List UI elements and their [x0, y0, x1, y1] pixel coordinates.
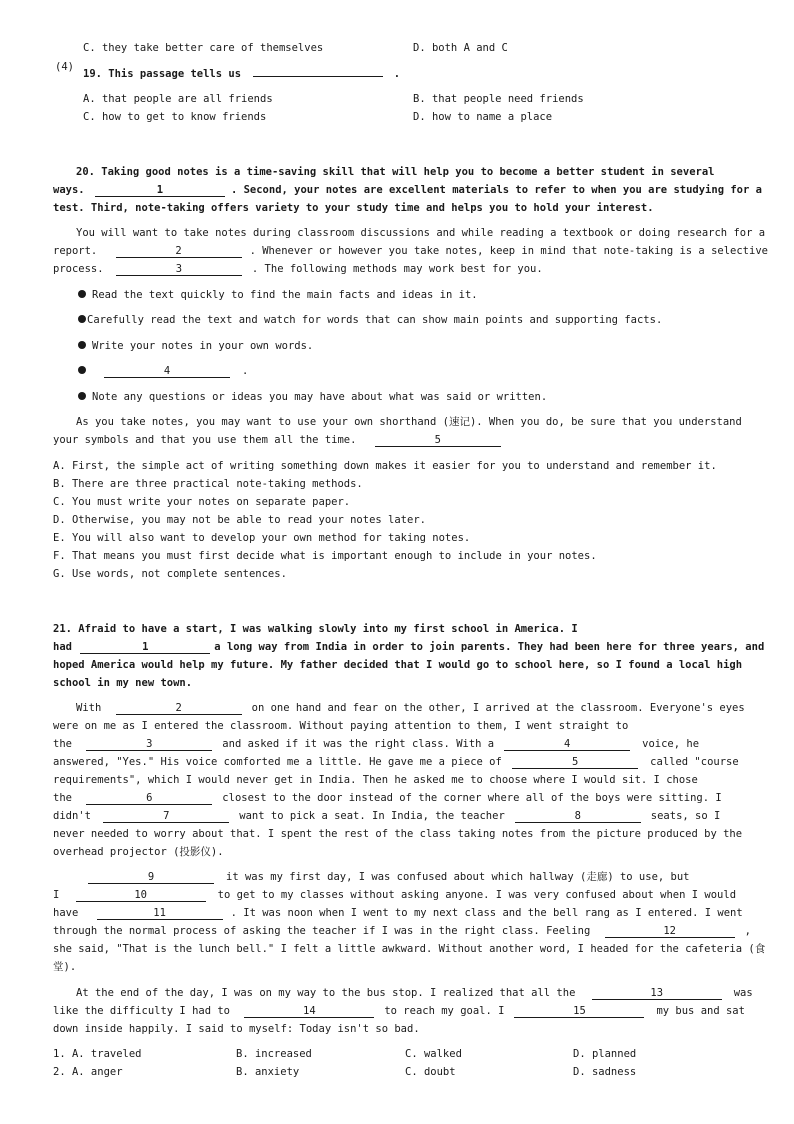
q21-p2-line-1: [76, 701, 745, 715]
q20-following: . The following methods may work best for you.: [251, 263, 543, 275]
q19-stem-text: 19. This passage tells us: [83, 68, 242, 80]
q20-whenever: . Whenever or however you take notes, keep in mind that note-taking is a selective: [249, 245, 768, 257]
q21-my-bus: my bus and sat: [656, 1005, 745, 1017]
q21-choice-2-a: 2. A. anger: [53, 1066, 123, 1078]
q21-p3-line-2: [53, 888, 736, 902]
q20-p3-line-1: As you take notes, you may want to use your own shorthand (速记). When you do, be sure that you understand: [76, 416, 742, 428]
q21-p2-line-5: requirements", which I would never get in India. Then he asked me to choose where I would sit. I chose: [53, 774, 698, 786]
q20-option-b: B. There are three practical note-taking methods.: [53, 478, 363, 490]
q21-intro-line-4: school in my new town.: [53, 677, 193, 689]
q18-option-c: C. they take better care of themselves: [83, 42, 324, 54]
q21-comma: ,: [744, 925, 751, 937]
q20-blank-4: 4: [104, 365, 230, 378]
q20-bullet-4: [78, 364, 248, 378]
q21-with: With: [76, 702, 102, 714]
q20-blank-5: 5: [375, 434, 501, 447]
q20-p2-line-2: [53, 244, 768, 258]
q20-report: report.: [53, 245, 98, 257]
q21-to-get: to get to my classes without asking anyone. I was very confused about when I would: [217, 889, 737, 901]
q20-intro-line-3: test. Third, note-taking offers variety to your study time and helps you to hold your interest.: [53, 202, 654, 214]
bullet-icon: [78, 315, 86, 323]
q21-choice-1-d: D. planned: [573, 1048, 637, 1060]
q21-first-day: it was my first day, I was confused about which hallway (走廊) to use, but: [226, 871, 690, 883]
q20-bullet-1-text: Read the text quickly to find the main facts and ideas in it.: [92, 289, 478, 301]
bullet-icon: [78, 290, 86, 298]
q21-blank-13: 13: [592, 987, 722, 1000]
q21-i: I: [53, 889, 60, 901]
q21-blank-11: 11: [97, 907, 223, 920]
q20-bullet-1: [78, 288, 478, 302]
q21-intro-line-1: 21. Afraid to have a start, I was walking slowly into my first school in America. I: [53, 623, 578, 635]
q18-option-d: D. both A and C: [413, 42, 508, 54]
q21-blank-2: 2: [116, 702, 242, 715]
q21-was: was: [733, 987, 753, 999]
q19-option-a: A. that people are all friends: [83, 93, 273, 105]
q20-option-f: F. That means you must first decide what is important enough to include in your notes.: [53, 550, 597, 562]
q21-blank-1: 1: [80, 641, 210, 654]
q21-through: through the normal process of asking the teacher if I was in the right class. Feeling: [53, 925, 591, 937]
q21-choice-1-b: B. increased: [236, 1048, 312, 1060]
q21-called: called "course: [650, 756, 739, 768]
q20-symbols: your symbols and that you use them all the time.: [53, 434, 357, 446]
q21-blank-9: 9: [88, 871, 214, 884]
q20-option-g: G. Use words, not complete sentences.: [53, 568, 287, 580]
q19-option-c: C. how to get to know friends: [83, 111, 267, 123]
q21-p2-line-9: overhead projector (投影仪).: [53, 846, 224, 858]
q21-blank-6: 6: [86, 792, 212, 805]
q21-blank-15: 15: [514, 1005, 644, 1018]
q20-bullet-2-text: Carefully read the text and watch for words that can show main points and supporting facts.: [87, 314, 663, 326]
q21-asked: and asked if it was the right class. With a: [222, 738, 495, 750]
q21-voice: voice, he: [642, 738, 700, 750]
q21-intro-line-2: [53, 640, 764, 654]
q21-choice-2-b: B. anxiety: [236, 1066, 300, 1078]
bullet-icon: [78, 341, 86, 349]
q19-option-d: D. how to name a place: [413, 111, 553, 123]
q21-choice-2-c: C. doubt: [405, 1066, 456, 1078]
q19-marker: (4): [55, 61, 74, 73]
q21-closest: closest to the door instead of the corner where all of the boys were sitting. I: [222, 792, 722, 804]
q21-the-2: the: [53, 792, 72, 804]
q21-p2-line-6: [53, 791, 722, 805]
q20-blank-1: 1: [95, 184, 225, 197]
q21-end-of-day: At the end of the day, I was on my way to the bus stop. I realized that all the: [76, 987, 576, 999]
q20-p2-line-1: You will want to take notes during classroom discussions and while reading a textbook or doing research for a: [76, 227, 766, 239]
q21-didnt: didn't: [53, 810, 91, 822]
q20-process: process.: [53, 263, 104, 275]
q21-reach-goal: to reach my goal. I: [384, 1005, 505, 1017]
q21-long-way: a long way from India in order to join parents. They had been here for three years, and: [214, 641, 765, 653]
q21-seats: seats, so I: [650, 810, 721, 822]
q21-blank-4: 4: [504, 738, 630, 751]
q19-blank: [253, 76, 383, 77]
q21-p3-line-3: [53, 906, 743, 920]
q19-stem: 19. This passage tells us .: [83, 68, 401, 80]
q20-option-c: C. You must write your notes on separate paper.: [53, 496, 351, 508]
q21-have: have: [53, 907, 79, 919]
q19-option-b: B. that people need friends: [413, 93, 584, 105]
bullet-icon: [78, 366, 86, 374]
q21-choice-1-c: C. walked: [405, 1048, 462, 1060]
q21-had: had: [53, 641, 72, 653]
q21-choice-1-a: 1. A. traveled: [53, 1048, 142, 1060]
q20-intro-ways: ways.: [53, 184, 85, 196]
q21-blank-12: 12: [605, 925, 735, 938]
q21-blank-8: 8: [515, 810, 641, 823]
q20-p3-line-2: [53, 433, 501, 447]
q20-option-a: A. First, the simple act of writing something down makes it easier for you to understand and remember it.: [53, 460, 717, 472]
q21-p3-line-6: 堂).: [53, 961, 77, 973]
q20-p2-line-3: [53, 262, 543, 276]
q21-blank-5: 5: [512, 756, 638, 769]
q21-blank-14: 14: [244, 1005, 374, 1018]
q20-intro-line-1: 20. Taking good notes is a time-saving skill that will help you to become a better student in several: [76, 166, 715, 178]
q21-blank-3: 3: [86, 738, 212, 751]
q21-p2-line-4: [53, 755, 739, 769]
q21-like: like the difficulty I had to: [53, 1005, 231, 1017]
q20-blank-3: 3: [116, 263, 242, 276]
q21-blank-10: 10: [76, 889, 206, 902]
q21-p3-line-5: she said, "That is the lunch bell." I felt a little awkward. Without another word, I headed for the cafeteria (食: [53, 943, 766, 955]
q21-blank-7: 7: [103, 810, 229, 823]
q21-the-1: the: [53, 738, 72, 750]
q20-blank-2: 2: [116, 245, 242, 258]
q21-p3-line-4: [53, 924, 751, 938]
q21-p2-line-7: [53, 809, 720, 823]
q21-on-one-hand: on one hand and fear on the other, I arrived at the classroom. Everyone's eyes: [251, 702, 745, 714]
q20-bullet-4-period: .: [242, 365, 249, 377]
q21-intro-line-3: hoped America would help my future. My father decided that I would go to school here, so I found a local high: [53, 659, 743, 671]
q21-want-to-pick: want to pick a seat. In India, the teacher: [239, 810, 505, 822]
q20-bullet-3-text: Write your notes in your own words.: [92, 340, 314, 352]
q21-p4-line-2: [53, 1004, 745, 1018]
q21-p2-line-3: [53, 737, 699, 751]
q21-p2-line-2: were on me as I entered the classroom. Without paying attention to them, I went straight to: [53, 720, 629, 732]
q21-p4-line-3: down inside happily. I said to myself: Today isn't so bad.: [53, 1023, 420, 1035]
q20-intro-second: . Second, your notes are excellent materials to refer to when you are studying for a: [230, 184, 762, 196]
q20-bullet-2: [78, 313, 662, 327]
q20-intro-line-2: [53, 183, 762, 197]
q20-bullet-5-text: Note any questions or ideas you may have about what was said or written.: [92, 391, 548, 403]
q21-answered: answered, "Yes." His voice comforted me a little. He gave me a piece of: [53, 756, 502, 768]
bullet-icon: [78, 392, 86, 400]
q20-option-e: E. You will also want to develop your own method for taking notes.: [53, 532, 471, 544]
q21-p2-line-8: never needed to worry about that. I spent the rest of the class taking notes from the picture produced by the: [53, 828, 743, 840]
q20-option-d: D. Otherwise, you may not be able to read your notes later.: [53, 514, 426, 526]
q21-p4-line-1: [76, 986, 753, 1000]
q21-choice-2-d: D. sadness: [573, 1066, 637, 1078]
q21-noon: . It was noon when I went to my next class and the bell rang as I entered. I went: [230, 907, 743, 919]
q20-bullet-3: [78, 339, 313, 353]
q20-bullet-5: [78, 390, 547, 404]
q21-p3-line-1: [88, 870, 690, 884]
